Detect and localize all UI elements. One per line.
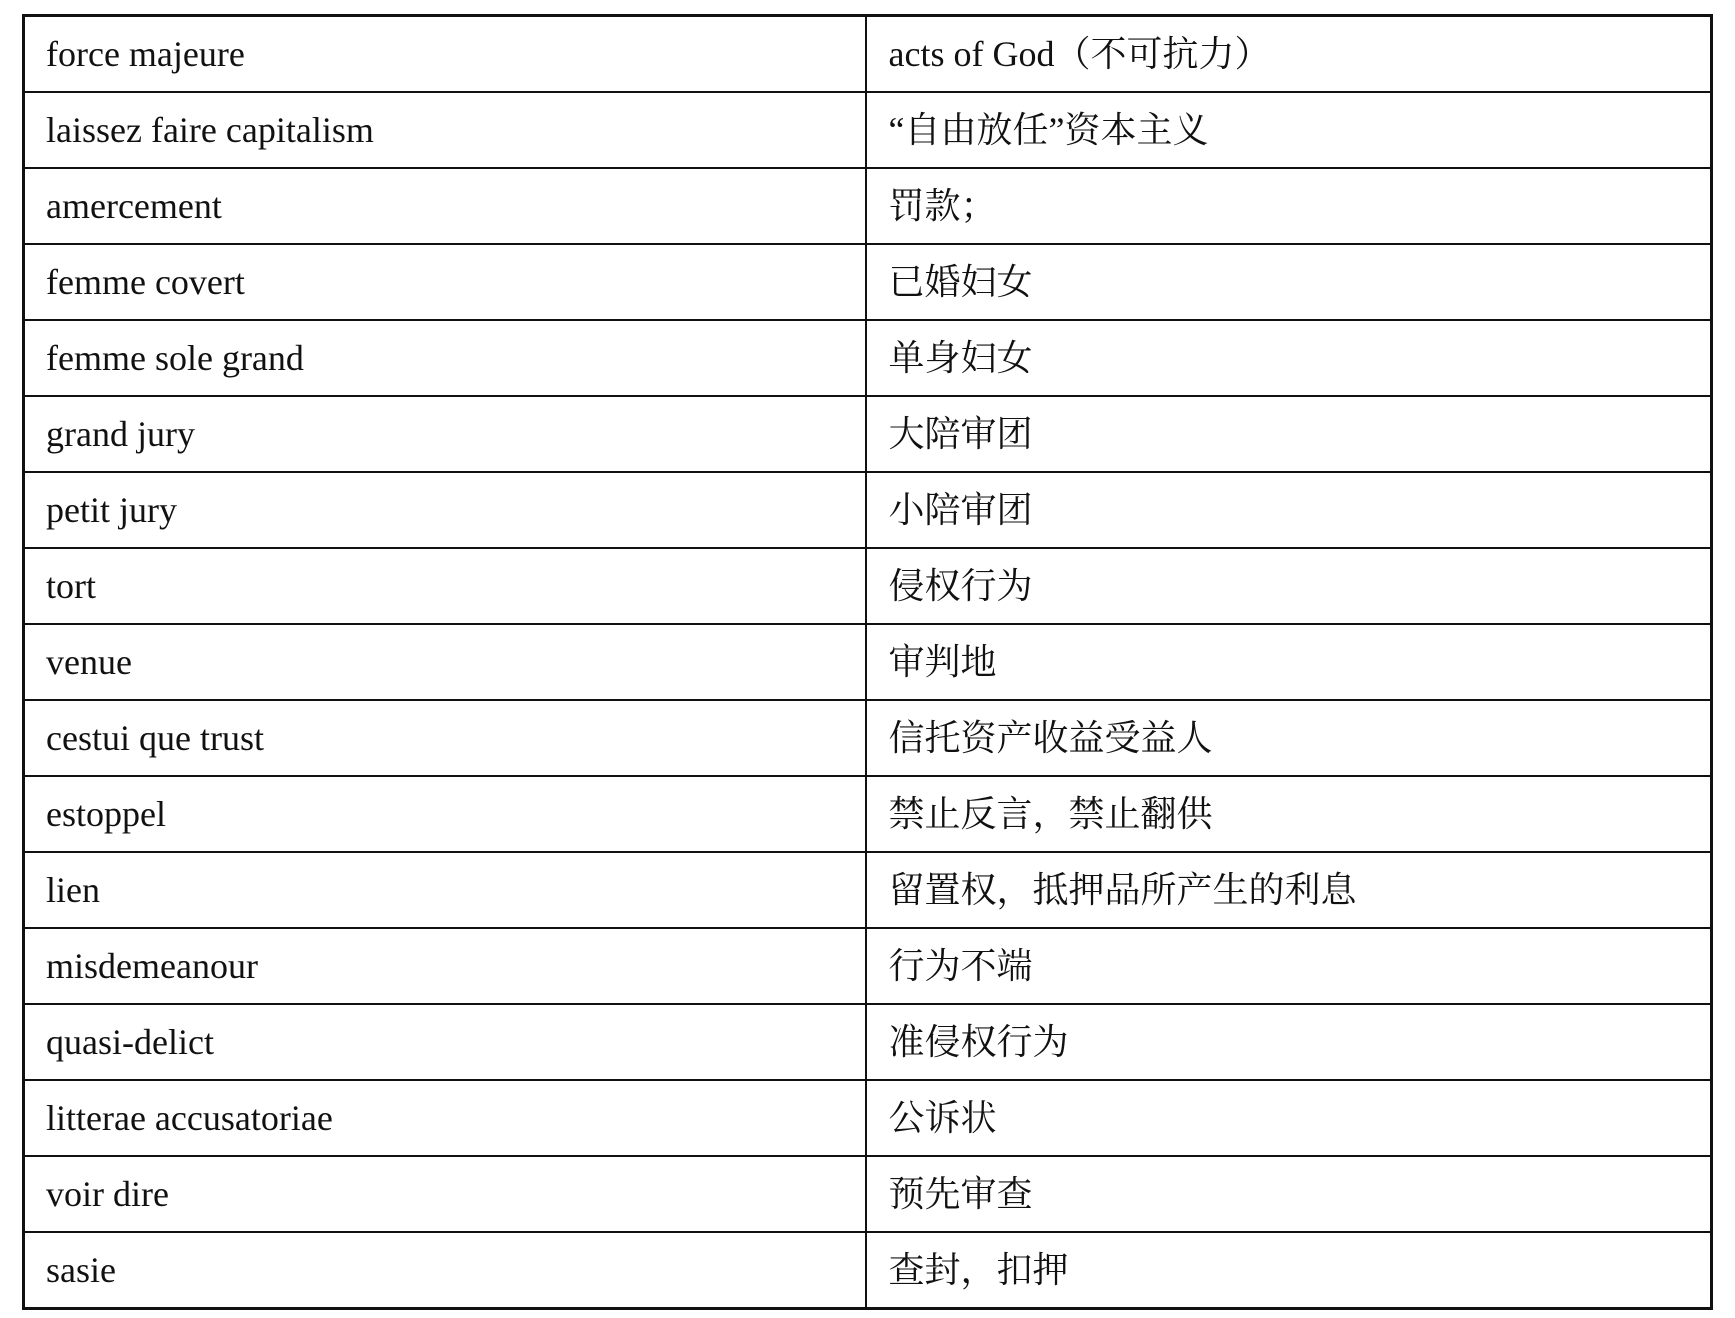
translation-cell: 留置权，抵押品所产生的利息 — [866, 852, 1712, 928]
translation-cell: 侵权行为 — [866, 548, 1712, 624]
term-cell: laissez faire capitalism — [24, 92, 866, 168]
term-cell: quasi-delict — [24, 1004, 866, 1080]
translation-cell: 公诉状 — [866, 1080, 1712, 1156]
table-row — [24, 92, 1712, 168]
table-row — [24, 928, 1712, 1004]
translation-cell: 已婚妇女 — [866, 244, 1712, 320]
table-row — [24, 1156, 1712, 1232]
table-row — [24, 1080, 1712, 1156]
translation-cell: 行为不端 — [866, 928, 1712, 1004]
term-cell: tort — [24, 548, 866, 624]
translation-cell: 禁止反言，禁止翻供 — [866, 776, 1712, 852]
table-row — [24, 472, 1712, 548]
term-cell: petit jury — [24, 472, 866, 548]
translation-cell: 审判地 — [866, 624, 1712, 700]
table-row — [24, 700, 1712, 776]
table-row — [24, 624, 1712, 700]
term-cell: femme covert — [24, 244, 866, 320]
term-cell: force majeure — [24, 16, 866, 93]
term-cell: lien — [24, 852, 866, 928]
translation-cell: 罚款； — [866, 168, 1712, 244]
glossary-body — [24, 16, 1712, 1309]
translation-cell: 大陪审团 — [866, 396, 1712, 472]
term-cell: amercement — [24, 168, 866, 244]
term-cell: sasie — [24, 1232, 866, 1309]
table-row — [24, 1004, 1712, 1080]
table-row — [24, 852, 1712, 928]
term-cell: estoppel — [24, 776, 866, 852]
translation-cell: 查封，扣押 — [866, 1232, 1712, 1309]
term-cell: misdemeanour — [24, 928, 866, 1004]
term-cell: grand jury — [24, 396, 866, 472]
table-row — [24, 776, 1712, 852]
term-cell: voir dire — [24, 1156, 866, 1232]
translation-cell: 小陪审团 — [866, 472, 1712, 548]
table-row — [24, 396, 1712, 472]
translation-cell: 信托资产收益受益人 — [866, 700, 1712, 776]
term-cell: femme sole grand — [24, 320, 866, 396]
table-row — [24, 1232, 1712, 1309]
term-cell: cestui que trust — [24, 700, 866, 776]
translation-cell: “自由放任”资本主义 — [866, 92, 1712, 168]
term-cell: litterae accusatoriae — [24, 1080, 866, 1156]
table-row — [24, 16, 1712, 93]
table-row — [24, 244, 1712, 320]
translation-cell: 单身妇女 — [866, 320, 1712, 396]
glossary-table — [22, 14, 1713, 1310]
table-row — [24, 548, 1712, 624]
translation-cell: acts of God（不可抗力） — [866, 16, 1712, 93]
term-cell: venue — [24, 624, 866, 700]
translation-cell: 预先审查 — [866, 1156, 1712, 1232]
table-row — [24, 168, 1712, 244]
translation-cell: 准侵权行为 — [866, 1004, 1712, 1080]
table-row — [24, 320, 1712, 396]
